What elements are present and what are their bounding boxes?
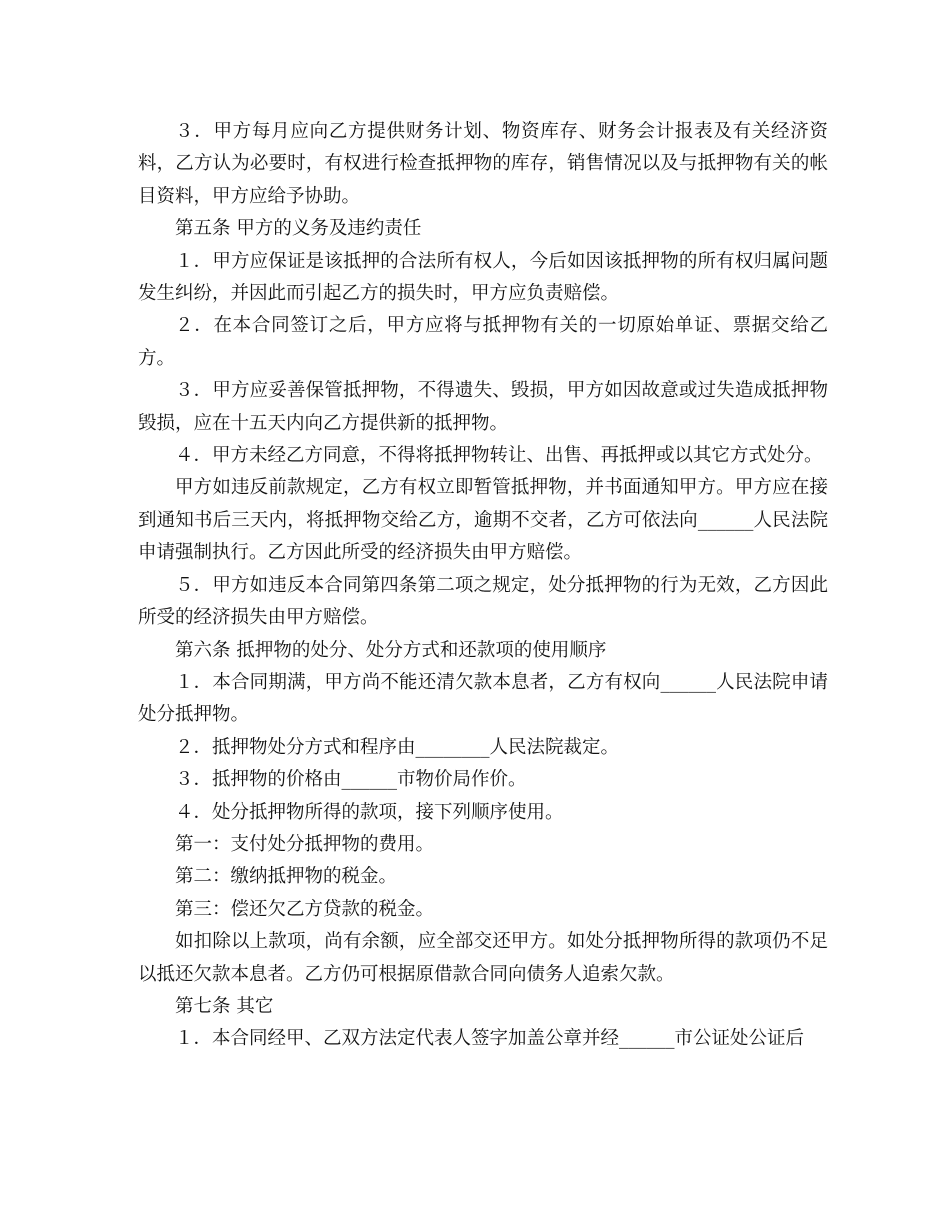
remaining-balance-clause: 如扣除以上款项，尚有余额，应全部交还甲方。如处分抵押物所得的款项仍不足以抵还欠款本息者。乙方仍可根据原借款合同向债务人追索欠款。	[138, 931, 828, 985]
order-third: 第三：偿还欠乙方贷款的税金。	[175, 898, 435, 920]
article-5-item-2: ２．在本合同签订之后，甲方应将与抵押物有关的一切原始单证、票据交给乙方。	[138, 315, 828, 369]
article-5-item-3: ３．甲方应妥善保管抵押物，不得遗失、毁损，甲方如因故意或过失造成抵押物毁损，应在十五天内向乙方提供新的抵押物。	[138, 380, 828, 434]
article-6-item-1: １．本合同期满，甲方尚不能还清欠款本息者，乙方有权向______人民法院申请处分抵押物。	[138, 671, 828, 726]
article-6-heading: 第六条 抵押物的处分、处分方式和还款项的使用顺序	[175, 639, 607, 661]
article-5-item-1: １．甲方应保证是该抵押的合法所有权人，今后如因该抵押物的所有权归属问题发生纠纷，并因此而引起乙方的损失时，甲方应负责赔偿。	[138, 250, 828, 305]
article-7-item-1: １．本合同经甲、乙双方法定代表人签字加盖公章并经______市公证处公证后	[175, 1028, 805, 1050]
article-6-item-4: ４．处分抵押物所得的款项，接下列顺序使用。	[175, 801, 564, 823]
document-page	[138, 116, 828, 1056]
article-6-item-3: ３．抵押物的价格由______市物价局作价。	[175, 769, 527, 791]
article-5-heading: 第五条 甲方的义务及违约责任	[175, 218, 422, 240]
article-5-item-4: ４．甲方未经乙方同意，不得将抵押物转让、出售、再抵押或以其它方式处分。	[175, 445, 823, 467]
order-first: 第一：支付处分抵押物的费用。	[175, 833, 435, 855]
clause-4-item-3: ３．甲方每月应向乙方提供财务计划、物资库存、财务会计报表及有关经济资料，乙方认为必要时，有权进行检查抵押物的库存，销售情况以及与抵押物有关的帐目资料，甲方应给予协助。	[138, 121, 828, 207]
article-6-item-2: ２．抵押物处分方式和程序由________人民法院裁定。	[175, 736, 620, 758]
order-second: 第二：缴纳抵押物的税金。	[175, 866, 398, 888]
article-7-heading: 第七条 其它	[175, 995, 274, 1017]
article-5-item-4-detail: 甲方如违反前款规定，乙方有权立即暂管抵押物，并书面通知甲方。甲方应在接到通知书后三天内，将抵押物交给乙方，逾期不交者，乙方可依法向______人民法院申请强制执行。乙方因此所受的经济损失由甲方赔偿。	[138, 477, 828, 564]
article-5-item-5: ５．甲方如违反本合同第四条第二项之规定，处分抵押物的行为无效，乙方因此所受的经济损失由甲方赔偿。	[138, 574, 828, 629]
